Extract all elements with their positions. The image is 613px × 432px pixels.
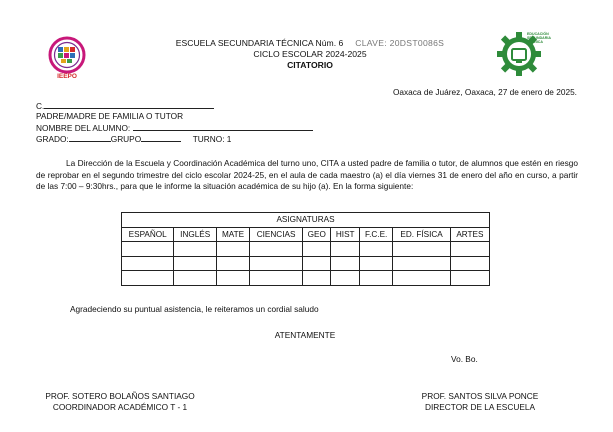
table-cell[interactable] — [360, 242, 393, 257]
table-cell[interactable] — [122, 271, 174, 286]
field-c — [36, 100, 214, 112]
table-cell[interactable] — [174, 242, 217, 257]
dgest-logo-text: EDUCACIÓN SECUNDARIA TÉCNICA — [527, 32, 551, 44]
table-row — [122, 256, 490, 271]
subjects-table — [121, 212, 490, 286]
subjects-table-wrap — [121, 212, 490, 286]
col-hist: HIST — [331, 227, 360, 242]
table-header-row — [122, 227, 490, 242]
school-name: ESCUELA SECUNDARIA TÉCNICA Núm. 6 — [175, 38, 344, 48]
field-grade-label: GRADO: — [36, 134, 69, 144]
header-block — [150, 38, 470, 71]
school-clave: CLAVE: 20DST0086S — [355, 38, 445, 48]
col-geo: GEO — [303, 227, 331, 242]
table-cell[interactable] — [450, 256, 489, 271]
table-cell[interactable] — [331, 256, 360, 271]
table-cell[interactable] — [393, 242, 451, 257]
field-group-line — [141, 133, 181, 142]
atentamente: ATENTAMENTE — [274, 330, 336, 340]
signature-right — [390, 391, 570, 413]
col-fce: F.C.E. — [360, 227, 393, 242]
col-artes: ARTES — [450, 227, 489, 242]
table-cell[interactable] — [217, 271, 250, 286]
table-cell[interactable] — [217, 242, 250, 257]
field-c-label: C. — [36, 101, 45, 111]
field-shift-label: TURNO: 1 — [192, 134, 232, 144]
field-grade-row — [36, 133, 231, 145]
table-cell[interactable] — [393, 271, 451, 286]
table-cell[interactable] — [250, 271, 303, 286]
table-cell[interactable] — [250, 242, 303, 257]
table-cell[interactable] — [122, 242, 174, 257]
table-cell[interactable] — [217, 256, 250, 271]
closing-text: Agradeciendo su puntual asistencia, le reiteramos un cordial saludo — [70, 304, 319, 314]
table-title: ASIGNATURAS — [122, 213, 490, 228]
table-cell[interactable] — [250, 256, 303, 271]
signature-left-role: COORDINADOR ACADÉMICO T - 1 — [52, 402, 188, 412]
table-row — [122, 271, 490, 286]
vobo: Vo. Bo. — [451, 354, 478, 364]
body-paragraph: La Dirección de la Escuela y Coordinación Académica del turno uno, CITA a usted padre de familia o tutor, de alumnos que estén en riesgo de reprobar en el segundo trimestre del ciclo escolar 2024-25, en el aula de cada maestro (a) el día viernes 31 de enero del año en curso, a partir de las 7:00 – 9:30hrs., para que le informe la situación académica de su hijo (a). En la forma siguiente: — [36, 158, 578, 192]
field-student-label: NOMBRE DEL ALUMNO: — [36, 123, 131, 133]
school-cycle: CICLO ESCOLAR 2024-2025 — [253, 49, 367, 59]
table-cell[interactable] — [360, 256, 393, 271]
table-cell[interactable] — [450, 242, 489, 257]
ieepo-logo-text: IEEPO — [57, 73, 77, 80]
field-c-line — [44, 100, 214, 109]
signature-right-role: DIRECTOR DE LA ESCUELA — [424, 402, 536, 412]
col-espanol: ESPAÑOL — [122, 227, 174, 242]
table-cell[interactable] — [393, 256, 451, 271]
table-cell[interactable] — [450, 271, 489, 286]
table-cell[interactable] — [303, 242, 331, 257]
table-cell[interactable] — [174, 256, 217, 271]
col-ciencias: CIENCIAS — [250, 227, 303, 242]
field-grade-line — [69, 133, 111, 142]
col-ingles: INGLÉS — [174, 227, 217, 242]
signature-left-name: PROF. SOTERO BOLAÑOS SANTIAGO — [45, 391, 195, 401]
field-parent: PADRE/MADRE DE FAMILIA O TUTOR — [36, 111, 184, 121]
field-student — [36, 122, 313, 134]
table-row — [122, 242, 490, 257]
table-cell[interactable] — [331, 271, 360, 286]
signature-left — [30, 391, 210, 413]
field-group-label: GRUPO — [110, 134, 142, 144]
document-title: CITATORIO — [287, 60, 333, 70]
col-ed-fisica: ED. FÍSICA — [393, 227, 451, 242]
dgest-logo — [495, 30, 551, 78]
ieepo-logo — [44, 36, 90, 82]
table-cell[interactable] — [122, 256, 174, 271]
table-cell[interactable] — [174, 271, 217, 286]
table-cell[interactable] — [303, 256, 331, 271]
table-cell[interactable] — [303, 271, 331, 286]
signature-right-name: PROF. SANTOS SILVA PONCE — [421, 391, 539, 401]
table-cell[interactable] — [331, 242, 360, 257]
date-line: Oaxaca de Juárez, Oaxaca, 27 de enero de 2025. — [392, 87, 577, 97]
table-cell[interactable] — [360, 271, 393, 286]
col-mate: MATE — [217, 227, 250, 242]
field-student-line — [133, 122, 313, 131]
